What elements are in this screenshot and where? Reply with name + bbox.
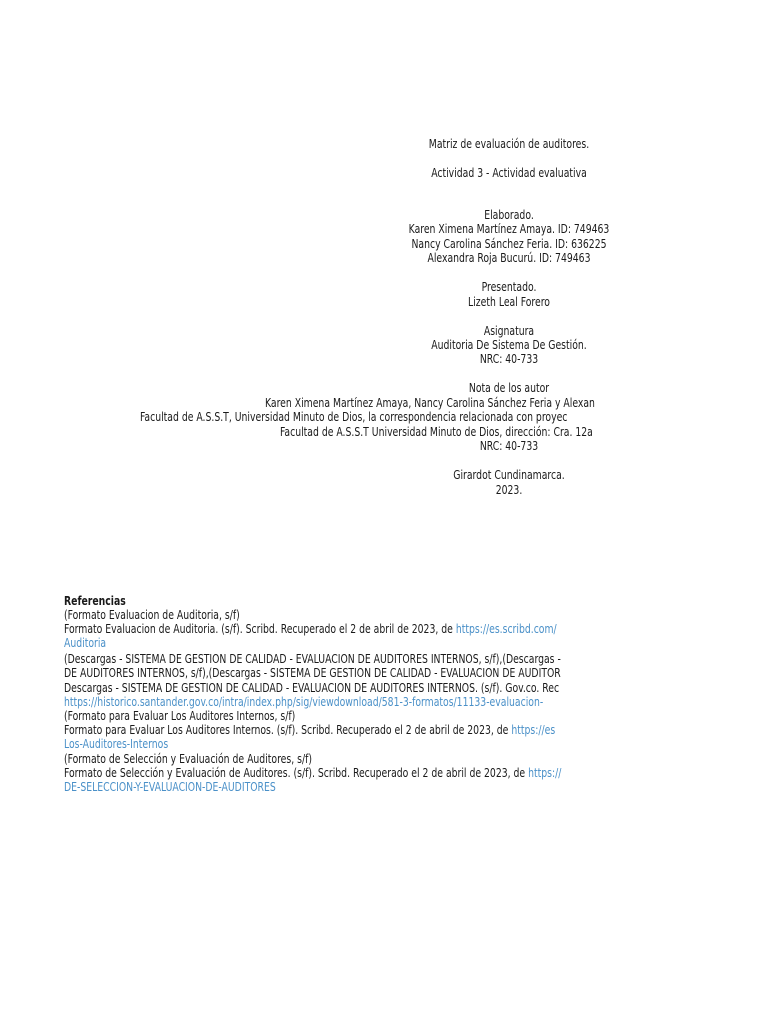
reference-line [64,622,557,636]
reference-text: Formato para Evaluar Los Auditores Internos. (s/f). Scribd. Recuperado el 2 de abril de 2023, de [64,723,512,737]
reference-link[interactable]: DE-SELECCION-Y-EVALUACION-DE-AUDITORES [64,780,276,794]
reference-line [64,723,555,737]
activity-title: Actividad 3 - Actividad evaluativa [431,166,587,180]
author-note-line: Facultad de A.S.S.T, Universidad Minuto de Dios, la correspondencia relacionada con proyec [140,410,568,424]
subject-name: Auditoria De Sistema De Gestión. [431,338,587,352]
author-note-nrc: NRC: 40-733 [479,439,539,453]
reference-link[interactable]: Auditoria [64,636,107,650]
subject-nrc: NRC: 40-733 [479,352,539,366]
reference-link[interactable]: Los-Auditores-Internos [64,737,169,751]
reference-line: DE AUDITORES INTERNOS, s/f),(Descargas - SISTEMA DE GESTION DE CALIDAD - EVALUACION DE AUDITOR [64,666,561,680]
reference-link[interactable]: https://es.scribd.com/ [455,622,557,636]
elaborated-heading: Elaborado. [484,208,534,222]
reference-line: (Formato Evaluacion de Auditoria, s/f) [64,608,240,622]
reference-line [64,766,561,780]
reference-text: Formato de Selección y Evaluación de Auditores. (s/f). Scribd. Recuperado el 2 de abril de 2023, de [64,766,529,780]
author-note-line: Facultad de A.S.S.T Universidad Minuto de Dios, dirección: Cra. 12a [280,425,593,439]
presented-heading: Presentado. [481,280,537,294]
author-note-heading: Nota de los autor [468,381,550,395]
teacher-name: Lizeth Leal Forero [468,295,550,309]
year: 2023. [495,483,523,497]
reference-link[interactable]: https://es [511,723,556,737]
reference-line: Descargas - SISTEMA DE GESTION DE CALIDAD - EVALUACION DE AUDITORES INTERNOS. (s/f). Gov.co. Rec [64,681,560,695]
author-line: Alexandra Roja Bucurú. ID: 749463 [427,251,591,265]
reference-text: Formato Evaluacion de Auditoria. (s/f). Scribd. Recuperado el 2 de abril de 2023, de [64,622,456,636]
reference-link[interactable]: https:// [528,766,562,780]
document-title: Matriz de evaluación de auditores. [428,137,590,151]
city: Girardot Cundinamarca. [453,468,565,482]
reference-line: (Descargas - SISTEMA DE GESTION DE CALIDAD - EVALUACION DE AUDITORES INTERNOS, s/f),(Descargas - [64,652,561,666]
author-line: Karen Ximena Martínez Amaya. ID: 749463 [408,222,610,236]
reference-line: (Formato de Selección y Evaluación de Auditores, s/f) [64,752,312,766]
subject-heading: Asignatura [483,324,535,338]
reference-link[interactable]: https://historico.santander.gov.co/intra/index.php/sig/viewdownload/581-3-formatos/11133-evaluacion- [64,695,544,709]
reference-line: (Formato para Evaluar Los Auditores Internos, s/f) [64,709,296,723]
author-note-line: Karen Ximena Martínez Amaya, Nancy Carolina Sánchez Feria y Alexan [265,396,595,410]
author-line: Nancy Carolina Sánchez Feria. ID: 636225 [411,237,607,251]
references-heading: Referencias [64,594,126,608]
